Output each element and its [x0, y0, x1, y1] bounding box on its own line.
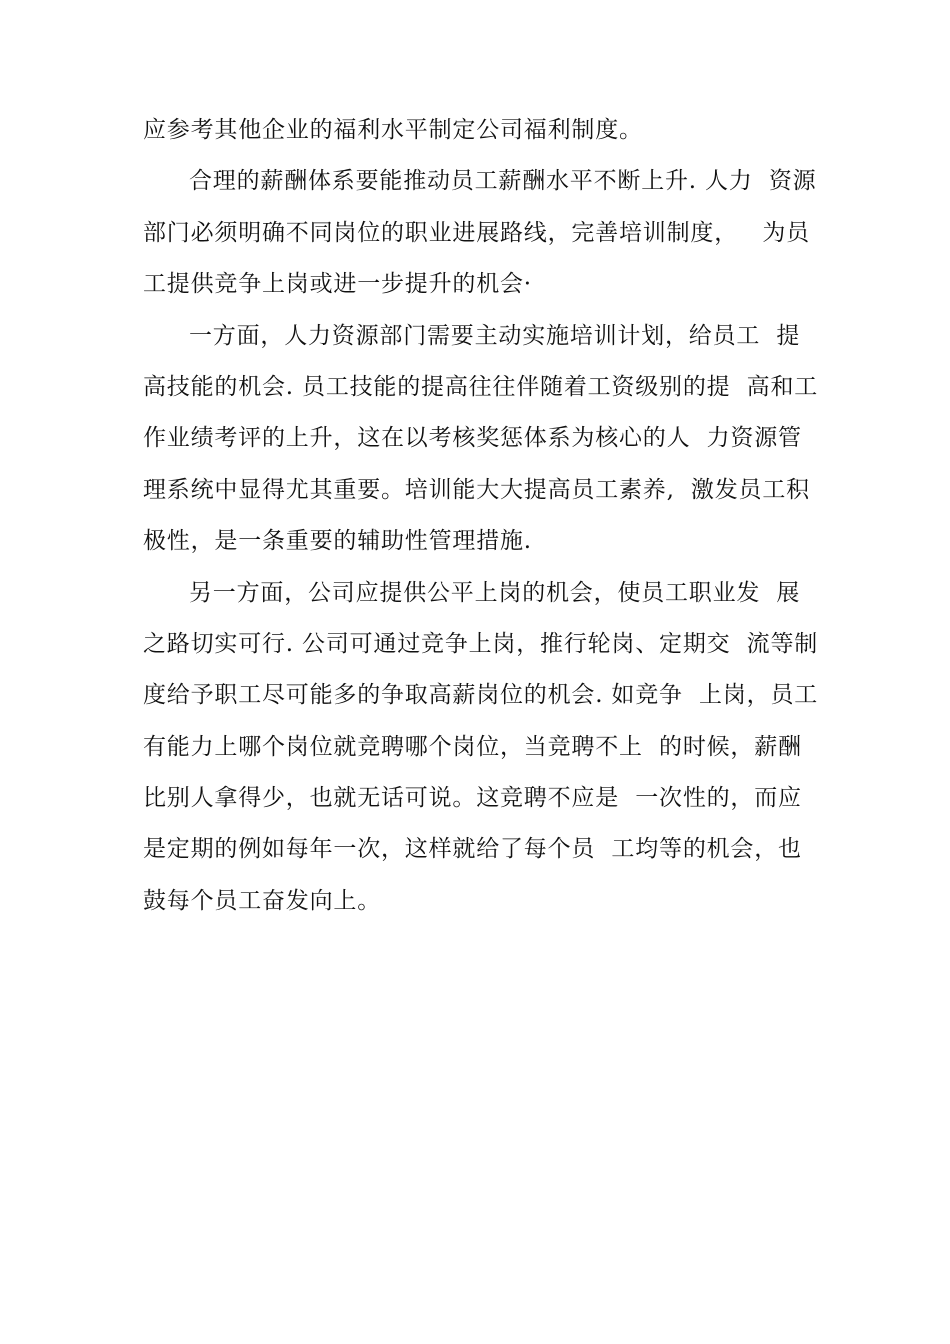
text-line: 作业绩考评的上升，这在以考核奖惩体系为核心的人 力资源管	[143, 425, 802, 452]
text-line: 部门必须明确不同岗位的职业进展路线，完善培训制度， 为员	[143, 219, 810, 246]
text-line: 工提供竞争上岗或进一步提升的机会·	[143, 271, 532, 298]
paragraph-1	[143, 108, 843, 159]
text-line: 鼓每个员工奋发向上。	[143, 887, 381, 914]
text-line: 理系统中显得尤其重要。培训能大大提高员工素养, 激发员工积	[143, 476, 810, 503]
text-line: 另一方面，公司应提供公平上岗的机会，使员工职业发 展	[189, 579, 801, 606]
text-line: 有能力上哪个岗位就竞聘哪个岗位，当竞聘不上 的时候，薪酬	[143, 733, 802, 760]
text-line: 之路切实可行. 公司可通过竞争上岗，推行轮岗、定期交 流等制	[143, 630, 819, 657]
text-line: 比别人拿得少，也就无话可说。这竞聘不应是 一次性的，而应	[143, 785, 802, 812]
paragraph-4	[143, 571, 843, 931]
text-line: 应参考其他企业的福利水平制定公司福利制度。	[143, 117, 643, 143]
text-line: 是定期的例如每年一次，这样就给了每个员 工均等的机会，也	[143, 836, 802, 863]
text-line: 度给予职工尽可能多的争取高薪岗位的机会. 如竞争 上岗，员工	[143, 682, 819, 709]
text-line: 高技能的机会. 员工技能的提高往往伴随着工资级别的提 高和工	[143, 373, 819, 400]
text-line: 一方面，人力资源部门需要主动实施培训计划，给员工 提	[189, 322, 801, 349]
document-body	[143, 108, 843, 930]
paragraph-3	[143, 314, 843, 571]
text-line: 极性，是一条重要的辅助性管理措施.	[143, 528, 532, 555]
text-line: 合理的薪酬体系要能推动员工薪酬水平不断上升. 人力 资源	[189, 168, 817, 195]
paragraph-2	[143, 159, 843, 313]
